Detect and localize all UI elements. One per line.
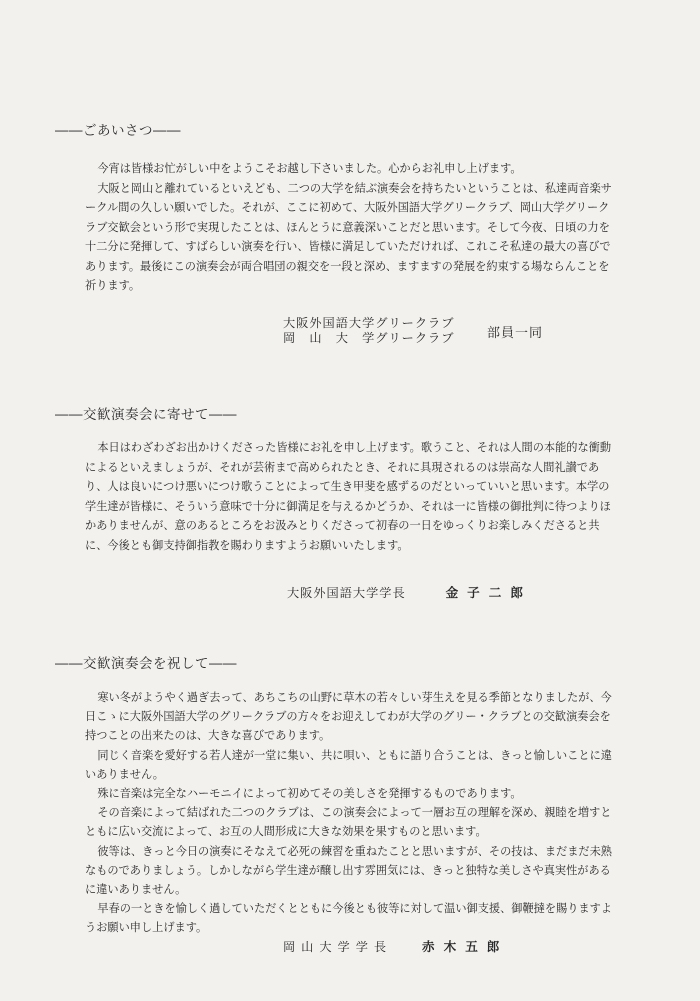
celebration-paragraph-3: 殊に音楽は完全なハーモニイによって初めてその美しさを発揮するものであります。 <box>97 787 522 801</box>
greeting-paragraph-2: 大阪と岡山と離れているといえども、二つの大学を結ぶ演奏会を持ちたいということは、私達両音楽サークル間の久しい願いでした。それが、ここに初めて、大阪外国語大学グリークラブ、岡山大学グリークラブ交歓会という形で実現したことは、ほんとうに意義深いことだと思います。そして今夜、日頃の力を十二分に発揮して、すばらしい演奏を行い、皆様に満足していただければ、これこそ私達の最大の喜びであります。最後にこの演奏会が両合唱団の親交を一段と深め、ますますの発展を約束する場ならんことを祈ります。 <box>85 181 612 292</box>
dedication-signature <box>287 582 532 601</box>
signature-okayama-president-name: 赤木五郎 <box>422 939 509 954</box>
signature-club-osaka: 大阪外国語大学グリークラブ <box>283 316 455 330</box>
celebration-body <box>85 688 615 938</box>
signature-okayama-president-title: 岡山大学学長 <box>283 940 393 954</box>
greeting-signature <box>283 316 454 346</box>
signature-osaka-president-name: 金子二郎 <box>445 585 532 600</box>
dedication-body <box>85 438 615 555</box>
celebration-signature <box>283 936 508 955</box>
celebration-paragraph-2: 同じく音楽を愛好する若人達が一堂に集い、共に唄い、ともに語り合うことは、きっと愉しいことに違いありません。 <box>85 748 612 781</box>
greeting-body <box>85 159 615 296</box>
greeting-paragraph-1: 今宵は皆様お忙がしい中をようこそお越し下さいました。心からお礼申し上げます。 <box>97 162 522 175</box>
celebration-paragraph-1: 寒い冬がようやく過ぎ去って、あちこちの山野に草木の若々しい芽生えを見る季節となりましたが、今日こゝに大阪外国語大学のグリークラブの方々をお迎えしてわが大学のグリー・クラブとの交歓演奏会を持つことの出来たのは、大きな喜びであります。 <box>85 691 612 743</box>
signature-club-okayama: 岡 山 大 学グリークラブ <box>283 331 455 345</box>
dedication-heading: ――交歓演奏会に寄せて―― <box>55 407 237 423</box>
celebration-paragraph-6: 早春の一ときを愉しく過していただくとともに今後とも彼等に対して温い御支援、御鞭撻を賜りますようお願い申し上げます。 <box>85 902 612 935</box>
greeting-heading: ――ごあいさつ―― <box>55 123 181 139</box>
dedication-paragraph-1: 本日はわざわざお出かけくださった皆様にお礼を申し上げます。歌うこと、それは人間の本能的な衝動によるといえましょうが、それが芸術まで高められたとき、それに具現されるのは崇高な人間礼讃であり、人は良いにつけ悪いにつけ歌うことによって生き甲斐を感ずるのだといっていいと思います。本学の学生達が皆様に、そういう意味で十分に御満足を与えるかどうか、それは一に皆様の御批判に待つよりほかありませんが、意のあるところをお汲みとりくださって初春の一日をゆっくりお楽しみくださると共に、今後とも御支持御指教を賜わりますようお願いいたします。 <box>85 441 612 552</box>
celebration-paragraph-4: その音楽によって結ばれた二つのクラブは、この演奏会によって一層お互の理解を深め、親睦を増すとともに広い交流によって、お互の人間形成に大きな効果を果すものと思います。 <box>85 806 612 839</box>
signature-osaka-president-title: 大阪外国語大学学長 <box>287 586 406 600</box>
celebration-paragraph-5: 彼等は、きっと今日の演奏にそなえて必死の練習を重ねたことと思いますが、その技は、まだまだ未熟なものでありましょう。しかしながら学生達が醸し出す雰囲気には、きっと独特な美しさや真実性があるに違いありません。 <box>85 844 612 897</box>
signature-members: 部員一同 <box>487 326 544 341</box>
celebration-heading: ――交歓演奏会を祝して―― <box>55 656 237 672</box>
